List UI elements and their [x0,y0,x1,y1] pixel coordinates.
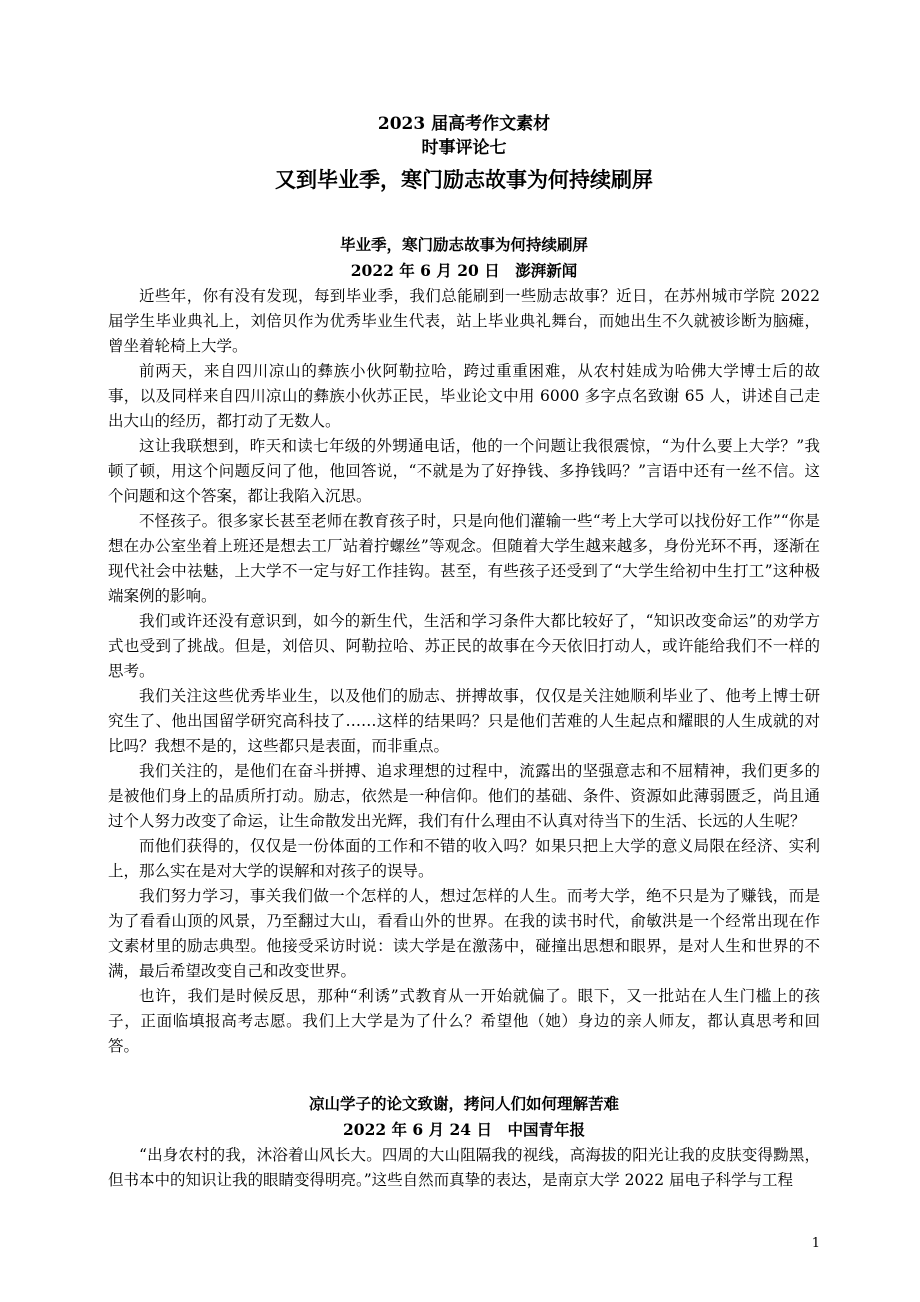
page-content [108,112,820,1193]
article-2-title: 凉山学子的论文致谢，拷问人们如何理解苦难 [308,1094,619,1113]
paragraph: 前两天，来自四川凉山的彝族小伙阿勒拉哈，跨过重重困难，从农村娃成为哈佛大学博士后的故事，以及同样来自四川凉山的彝族小伙苏正民，毕业论文中用 6000 多字点名致谢 65 人，讲述自己走出大山的经历，都打动了无数人。 [108,362,820,430]
paragraph: 近些年，你有没有发现，每到毕业季，我们总能刷到一些励志故事？近日，在苏州城市学院 2022 届学生毕业典礼上，刘倍贝作为优秀毕业生代表，站上毕业典礼舞台，而她出生不久就被诊断为脑瘫，曾坐着轮椅上大学。 [108,287,820,355]
paragraph: 我们关注这些优秀毕业生，以及他们的励志、拼搏故事，仅仅是关注她顺利毕业了、他考上博士研究生了、他出国留学研究高科技了……这样的结果吗？只是他们苦难的人生起点和耀眼的人生成就的对比吗？我想不是的，这些都只是表面，而非重点。 [108,687,820,755]
series-heading: 时事评论七 [421,138,507,158]
page-number: 1 [811,1236,820,1251]
paragraph: 这让我联想到，昨天和读七年级的外甥通电话，他的一个问题让我很震惊，“为什么要上大学？”我顿了顿，用这个问题反问了他，他回答说，“不就是为了好挣钱、多挣钱吗？”言语中还有一丝不信。这个问题和这个答案，都让我陷入沉思。 [108,437,820,505]
article-1 [108,232,820,1059]
article-1-title: 毕业季，寒门励志故事为何持续刷屏 [339,235,588,254]
paragraph: 而他们获得的，仅仅是一份体面的工作和不错的收入吗？如果只把上大学的意义局限在经济、实利上，那么实在是对大学的误解和对孩子的误导。 [108,837,820,880]
article-2-date: 2022 年 6 月 24 日 中国青年报 [343,1120,585,1139]
article-2 [108,1091,820,1193]
paragraph: “出身农村的我，沐浴着山风长大。四周的大山阻隔我的视线，高海拔的阳光让我的皮肤变得黝黑，但书本中的知识让我的眼睛变得明亮。”这些自然而真挚的表达，是南京大学 2022 届电子科学与工程 [108,1146,820,1189]
paragraph: 不怪孩子。很多家长甚至老师在教育孩子时，只是向他们灌输一些“考上大学可以找份好工作”“你是想在办公室坐着上班还是想去工厂站着拧螺丝”等观念。但随着大学生越来越多，身份光环不再，逐渐在现代社会中祛魅，上大学不一定与好工作挂钩。甚至，有些孩子还受到了“大学生给初中生打工”这种极端案例的影响。 [108,512,820,605]
paragraph: 我们关注的，是他们在奋斗拼搏、追求理想的过程中，流露出的坚强意志和不屈精神，我们更多的是被他们身上的品质所打动。励志，依然是一种信仰。他们的基础、条件、资源如此薄弱匮乏，尚且通过个人努力改变了命运，让生命散发出光辉，我们有什么理由不认真对待当下的生活、长远的人生呢？ [108,762,820,830]
document-title: 又到毕业季，寒门励志故事为何持续刷屏 [275,167,653,192]
paragraph: 我们或许还没有意识到，如今的新生代，生活和学习条件大都比较好了，“知识改变命运”的劝学方式也受到了挑战。但是，刘倍贝、阿勒拉哈、苏正民的故事在今天依旧打动人，或许能给我们不一样的思考。 [108,612,820,680]
material-heading: 2023 届高考作文素材 [377,114,551,134]
paragraph: 也许，我们是时候反思，那种“利诱”式教育从一开始就偏了。眼下，又一批站在人生门槛上的孩子，正面临填报高考志愿。我们上大学是为了什么？希望他（她）身边的亲人师友，都认真思考和回答。 [108,987,820,1055]
article-1-date: 2022 年 6 月 20 日 澎湃新闻 [350,261,578,280]
paragraph: 我们努力学习，事关我们做一个怎样的人，想过怎样的人生。而考大学，绝不只是为了赚钱，而是为了看看山顶的风景，乃至翻过大山，看看山外的世界。在我的读书时代，俞敏洪是一个经常出现在作文素材里的励志典型。他接受采访时说：读大学是在激荡中，碰撞出思想和眼界，是对人生和世界的不满，最后希望改变自己和改变世界。 [108,887,820,980]
